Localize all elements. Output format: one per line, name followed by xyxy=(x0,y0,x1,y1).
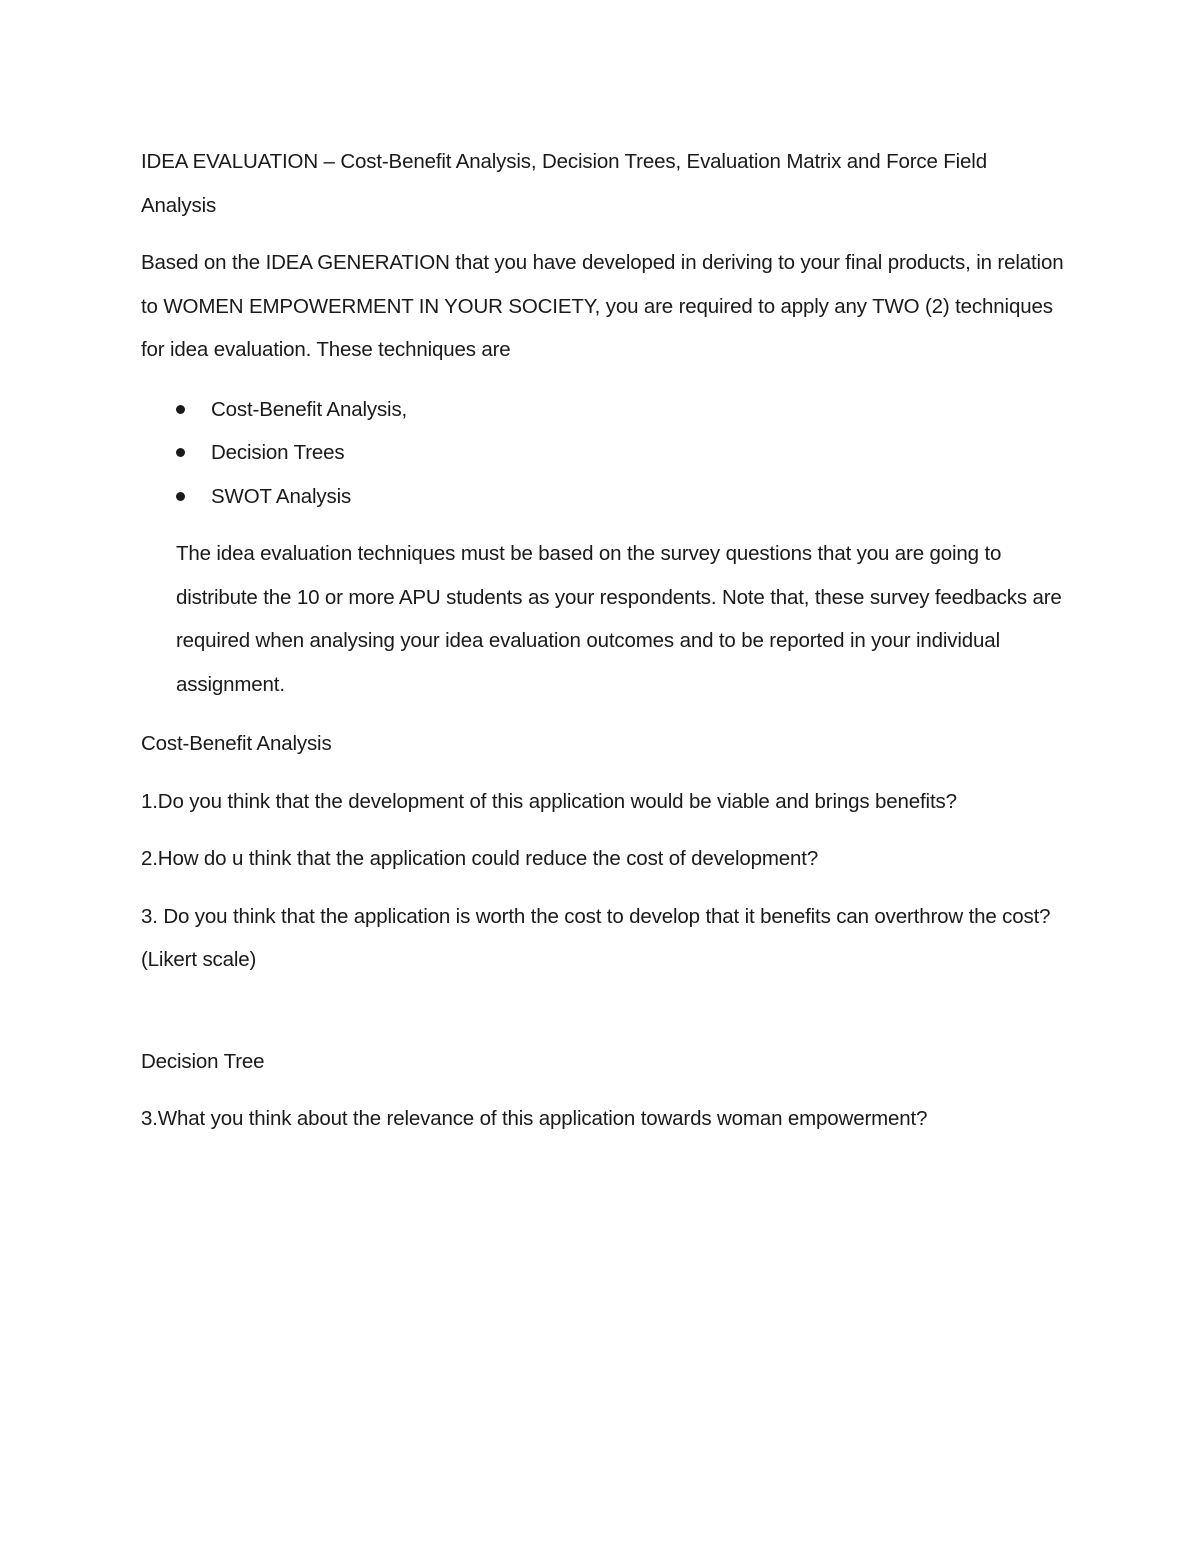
intro-paragraph: Based on the IDEA GENERATION that you have developed in deriving to your final products, in relation to WOMEN EMPOWERMENT IN YOUR SOCIETY, you are required to apply any TWO (2) techniques for idea evaluation. These techniques are xyxy=(141,251,1064,361)
document-body xyxy=(141,140,1066,1155)
question-item: 1.Do you think that the development of this application would be viable and brings benefits? xyxy=(141,789,957,813)
bullet-icon xyxy=(176,405,185,414)
technique-label: Decision Trees xyxy=(211,441,345,464)
section-heading-cost-benefit: Cost-Benefit Analysis xyxy=(141,732,332,755)
technique-label: SWOT Analysis xyxy=(211,484,352,508)
list-item xyxy=(141,475,1066,519)
question-item: 3.What you think about the relevance of this application towards woman empowerment? xyxy=(141,1107,928,1130)
question-item: 2.How do u think that the application could reduce the cost of development? xyxy=(141,847,819,870)
bullet-icon xyxy=(176,448,185,457)
techniques-list xyxy=(141,388,1066,519)
bullet-icon xyxy=(176,492,185,501)
document-title: IDEA EVALUATION – Cost-Benefit Analysis, Decision Trees, Evaluation Matrix and Force Field Analysis xyxy=(141,150,987,217)
technique-label: Cost-Benefit Analysis, xyxy=(211,397,408,421)
list-item xyxy=(141,388,1066,432)
note-paragraph: The idea evaluation techniques must be based on the survey questions that you are going to distribute the 10 or more APU students as your respondents. Note that, these survey feedbacks are required when analysing your idea evaluation outcomes and to be reported in your individual assignment. xyxy=(176,542,1062,696)
question-item: 3. Do you think that the application is worth the cost to develop that it benefits can overthrow the cost? (Likert scale) xyxy=(141,904,1051,971)
list-item xyxy=(141,431,1066,475)
section-heading-decision-tree: Decision Tree xyxy=(141,1049,265,1073)
